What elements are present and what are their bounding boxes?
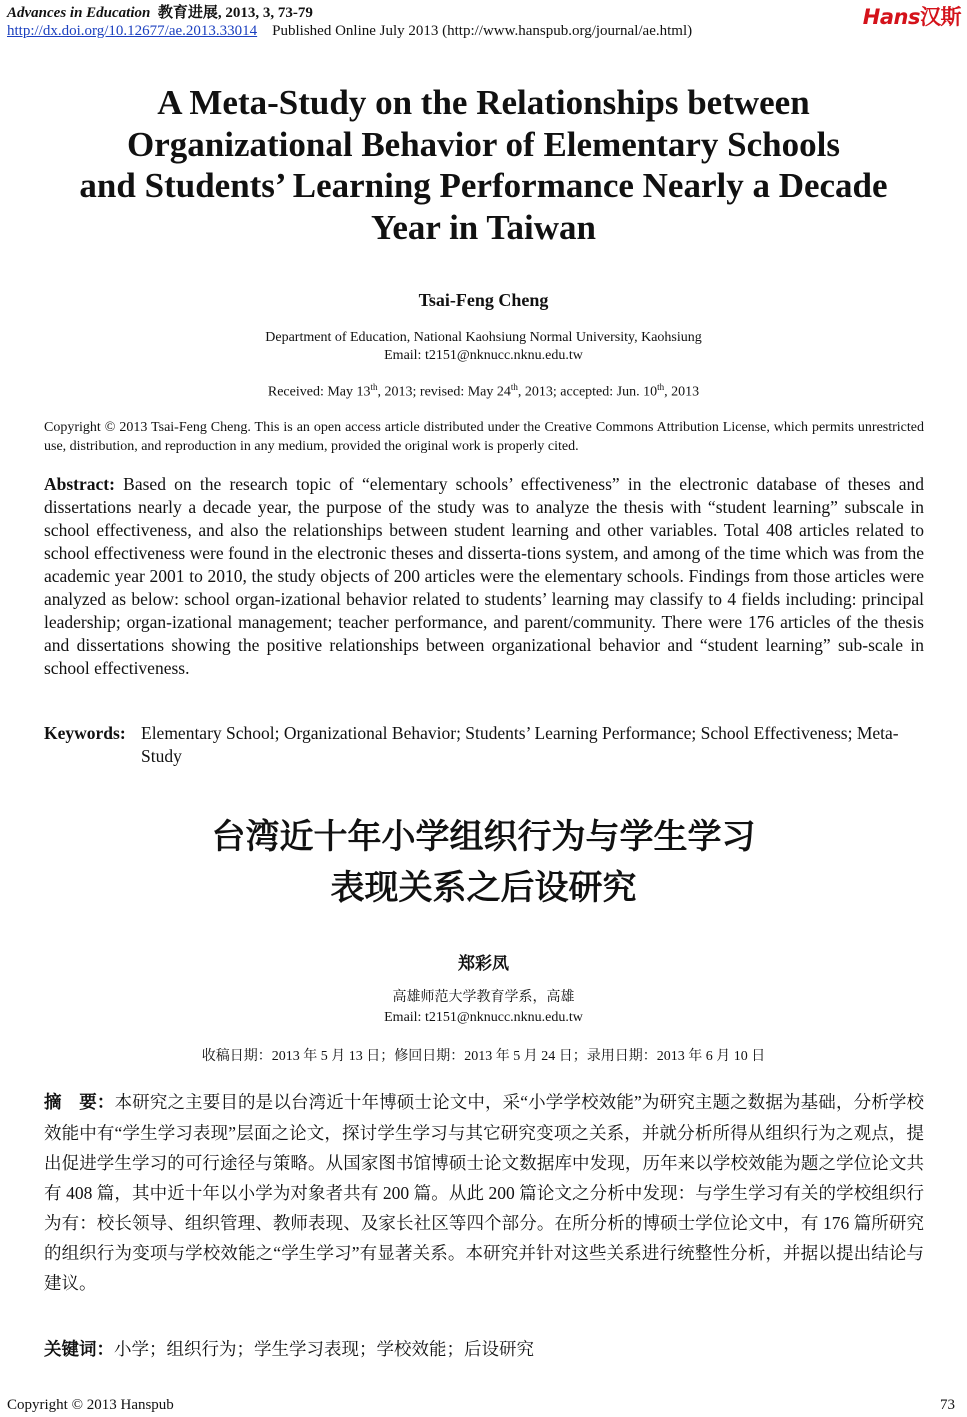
title-line: Year in Taiwan [371, 207, 596, 247]
email: Email: t2151@nknucc.nknu.edu.tw [384, 348, 583, 363]
abstract-text: Based on the research topic of “elementary schools’ effectiveness” in the electronic database of theses and dissertations nearly a decade year, the purpose of the study was to analyze the thesis with “student learning” subscale in school effectiveness, and also the relationships between student learning and other variables. Total 408 articles related to school effectiveness were found in the electronic theses and disserta-tions system, and among of the time which was from the academic year 2001 to 2010, the study objects of 200 articles were the elementary schools. Findings from those articles were analyzed as below: school organ-izational behavior related to students’ learning may classify to 4 fields including: principal leadership; organ-izational management; teacher performance, and parent/community. There were 176 articles of the thesis and dissertations showing the positive relationships between organizational behavior and “student learning” sub-scale in school effectiveness. [44, 474, 924, 678]
published-online: Published Online July 2013 (http://www.hanspub.org/journal/ae.html) [272, 23, 693, 39]
received-dates [0, 382, 967, 401]
accepted-sup: th [657, 382, 665, 392]
abstract-en [44, 473, 924, 680]
abstract-cn [44, 1087, 924, 1298]
title-line: Organizational Behavior of Elementary Schools [127, 124, 840, 164]
accepted-date: , 2013; accepted: Jun. 10 [517, 384, 658, 400]
page-number: 73 [940, 1397, 955, 1413]
keywords-text: Elementary School; Organizational Behavior; Students’ Learning Performance; School Effectiveness; Meta-Study [141, 723, 899, 766]
received-sup: th [370, 382, 378, 392]
journal-header [7, 1, 313, 22]
revised-sup: th [510, 382, 518, 392]
received-date: Received: May 13 [267, 384, 371, 400]
affiliation-cn-block [0, 988, 967, 1028]
abstract-cn-label: 摘 要： [44, 1093, 115, 1113]
author: Tsai-Feng Cheng [418, 290, 549, 310]
footer-copyright: Copyright © 2013 Hanspub [7, 1397, 174, 1413]
logo-text: Hans [862, 5, 920, 29]
author-cn: 郑彩凤 [458, 954, 509, 974]
doi-link[interactable]: http://dx.doi.org/10.12677/ae.2013.33014 [7, 23, 258, 39]
doi-line [7, 23, 692, 40]
keywords-label: Keywords: [44, 723, 126, 743]
title-cn [0, 812, 967, 914]
abstract-cn-text: 本研究之主要目的是以台湾近十年博硕士论文中，采“小学学校效能”为研究主题之数据为基础，分析学校效能中有“学生学习表现”层面之论文，探讨学生学习与其它研究变项之关系，并就分析所得从组织行为之观点，提出促进学生学习的可行途径与策略。从国家图书馆博硕士论文数据库中发现，历年来以学校效能为题之学位论文共有 408 篇，其中近十年以小学为对象者共有 200 篇。从此 200 篇论文之分析中发现：与学生学习有关的学校组织行为有：校长领导、组织管理、教师表现、及家长社区等四个部分。在所分析的博硕士学位论文中，有 176 篇所研究的组织行为变项与学校效能之“学生学习”有显著关系。本研究并针对这些关系进行统整性分析，并据以提出结论与建议。 [44, 1092, 925, 1293]
received-dates-cn: 收稿日期：2013 年 5 月 13 日；修回日期：2013 年 5 月 24 日；录用日期：2013 年 6 月 10 日 [201, 1049, 766, 1064]
affiliation: Department of Education, National Kaohsiung Normal University, Kaohsiung [265, 330, 702, 345]
hanspub-logo [863, 1, 961, 31]
abstract-label: Abstract: [44, 474, 115, 494]
title-cn-line: 台湾近十年小学组织行为与学生学习 [211, 817, 756, 857]
logo-cn: 汉斯 [920, 5, 961, 29]
journal-issue: 教育进展, 2013, 3, 73-79 [157, 5, 313, 21]
keywords-cn [44, 1336, 924, 1361]
copyright-notice: Copyright © 2013 Tsai-Feng Cheng. This is an open access article distributed under the Creative Commons Attribution License, which permits unrestricted use, distribution, and reproduction in any medium, provided the original work is properly cited. [44, 420, 924, 454]
title-line: A Meta-Study on the Relationships between [157, 83, 810, 122]
affiliation-cn: 高雄师范大学教育学系，高雄 [392, 990, 575, 1005]
email-cn: Email: t2151@nknucc.nknu.edu.tw [384, 1010, 583, 1025]
title-cn-line: 表现关系之后设研究 [330, 868, 637, 908]
keywords-cn-text: 小学；组织行为；学生学习表现；学校效能；后设研究 [114, 1339, 534, 1359]
accepted-year: , 2013 [664, 384, 700, 400]
title-line: and Students’ Learning Performance Nearly a Decade [79, 166, 888, 205]
title-en [0, 82, 967, 248]
keywords-cn-label: 关键词： [44, 1340, 114, 1360]
affiliation-block [0, 329, 967, 365]
revised-date: , 2013; revised: May 24 [377, 384, 511, 400]
keywords-en [44, 722, 924, 768]
journal-name: Advances in Education [7, 5, 151, 21]
